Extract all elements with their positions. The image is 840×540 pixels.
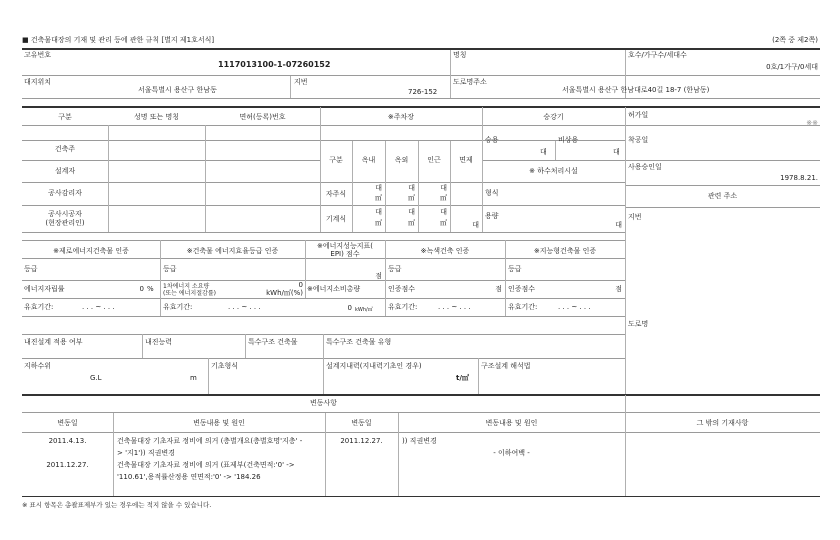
related-road-label: 도로명 bbox=[628, 320, 649, 328]
unit-dae: 대 bbox=[408, 208, 415, 216]
people-col-type: 구분 bbox=[58, 113, 72, 121]
divider bbox=[22, 432, 820, 433]
zero-validity-value: . . . ~ . . . bbox=[82, 303, 115, 311]
smart-validity-label: 유효기간: bbox=[508, 303, 538, 311]
top-border bbox=[22, 48, 820, 50]
people-row-site-manager: (현장관리인) bbox=[45, 219, 85, 227]
epi-score-label-2: EPI) 점수 bbox=[330, 250, 360, 258]
seismic-capacity-label: 내진능력 bbox=[145, 338, 173, 346]
green-cert: ※녹색건축 인증 bbox=[420, 247, 470, 255]
start-date-label: 착공일 bbox=[628, 136, 649, 144]
seismic-design-label: 내진설계 적용 여부 bbox=[24, 338, 83, 346]
approval-date-label: 사용승인일 bbox=[628, 163, 662, 171]
divider bbox=[22, 75, 820, 76]
lot-value: 726-152 bbox=[408, 88, 438, 96]
sewage-unit: 대 bbox=[615, 221, 622, 229]
smart-grade-label: 등급 bbox=[508, 265, 522, 273]
divider bbox=[108, 125, 109, 232]
parking-title: ※주차장 bbox=[387, 113, 415, 121]
unit-area: ㎡ bbox=[375, 194, 382, 202]
change-date: 2011.4.13. bbox=[48, 437, 87, 445]
groundwater-label: 지하수위 bbox=[24, 362, 52, 370]
epi-score-label-1: ※에너지성능지표( bbox=[317, 242, 373, 250]
parking-row-mech: 기계식 bbox=[325, 215, 347, 223]
special-structure-type-label: 특수구조 건축물 유형 bbox=[326, 338, 392, 346]
unit-area: ㎡ bbox=[440, 194, 447, 202]
bearing-unit: t/㎡ bbox=[456, 374, 469, 382]
bearing-label: 설계지내력(지내력기초인 경우) bbox=[326, 362, 422, 370]
unit-dae: 대 bbox=[375, 208, 382, 216]
unit-dae: 대 bbox=[440, 184, 447, 192]
location-value: 서울특별시 용산구 한남동 bbox=[138, 86, 217, 94]
divider bbox=[450, 141, 451, 232]
people-row-contractor: 공사시공자 bbox=[48, 210, 82, 218]
elevator-unit: 대 bbox=[540, 148, 547, 156]
divider bbox=[245, 334, 246, 358]
divider bbox=[22, 394, 820, 396]
green-score-label: 인증점수 bbox=[388, 285, 416, 293]
zero-validity-label: 유효기간: bbox=[24, 303, 54, 311]
location-label: 대지위치 bbox=[24, 78, 52, 86]
changes-bottom-border bbox=[22, 496, 820, 497]
consumption-value: 0 bbox=[347, 304, 352, 312]
primary-energy-unit: kWh/㎡(%) bbox=[266, 289, 303, 297]
primary-energy-value: 0 bbox=[298, 281, 303, 289]
permit-date-label: 허가일 bbox=[628, 111, 649, 119]
change-content-line: > '지1')) 직권변경 bbox=[117, 449, 175, 457]
related-lot-label: 지번 bbox=[628, 213, 642, 221]
divider bbox=[22, 316, 625, 317]
smart-cert: ※지능형건축물 인증 bbox=[533, 247, 597, 255]
structure-analysis-label: 구조설계 해석법 bbox=[481, 362, 531, 370]
zero-energy-cert: ※제로에너지건축물 인증 bbox=[53, 247, 129, 255]
road-value: 서울특별시 용산구 한남대로40길 18-7 (한남동) bbox=[562, 86, 710, 94]
change-date: 2011.12.27. bbox=[46, 461, 89, 469]
elevator-unit: 대 bbox=[613, 148, 620, 156]
divider bbox=[142, 334, 143, 358]
green-grade-label: 등급 bbox=[388, 265, 402, 273]
divider bbox=[22, 412, 820, 413]
energy-validity-value: . . . ~ . . . bbox=[228, 303, 261, 311]
self-rate-label: 에너지자립률 bbox=[24, 285, 65, 293]
smart-score-label: 인증점수 bbox=[508, 285, 536, 293]
unit-area: ㎡ bbox=[408, 194, 415, 202]
people-col-name: 성명 또는 명칭 bbox=[133, 113, 180, 121]
green-point-unit: 점 bbox=[495, 285, 502, 293]
changes-col-other: 그 밖의 기재사항 bbox=[696, 419, 749, 427]
law-title: ■ 건축물대장의 기재 및 관리 등에 관한 규칙 [별지 제1호서식] bbox=[22, 36, 215, 44]
unit-area: ㎡ bbox=[408, 219, 415, 227]
smart-validity-value: . . . ~ . . . bbox=[558, 303, 591, 311]
road-label: 도로명주소 bbox=[453, 78, 487, 86]
divider bbox=[22, 182, 625, 183]
self-rate-percent: % bbox=[147, 285, 154, 293]
people-row-owner: 건축주 bbox=[54, 145, 76, 153]
unique-no: 1117013100-1-07260152 bbox=[218, 60, 331, 69]
elevator-emergency: 비상용 bbox=[558, 136, 579, 144]
smart-point-unit: 점 bbox=[615, 285, 622, 293]
divider bbox=[320, 107, 321, 232]
unit-dae: 대 bbox=[408, 184, 415, 192]
divider bbox=[22, 106, 820, 108]
people-col-license: 면허(등록)번호 bbox=[239, 113, 286, 121]
related-address-label: 관련 주소 bbox=[707, 192, 738, 200]
divider bbox=[323, 334, 324, 394]
units-value: 0호/1가구/0세대 bbox=[766, 63, 818, 71]
change-content-line: '110.61',용적률산정용 연면적:'0' -> '184.26 bbox=[117, 473, 261, 481]
divider bbox=[625, 395, 626, 496]
end-of-entries: - 이하여백 - bbox=[493, 449, 530, 457]
epi-point-unit: 점 bbox=[375, 272, 382, 280]
divider bbox=[22, 205, 625, 206]
parking-col-indoor: 옥내 bbox=[361, 156, 376, 164]
changes-col-content-2: 변동내용 및 원인 bbox=[485, 419, 538, 427]
primary-energy-label-1: 1차에너지 소요량 bbox=[163, 283, 210, 290]
sewage-type: 형식 bbox=[485, 189, 499, 197]
divider bbox=[22, 125, 820, 126]
changes-col-date: 변동일 bbox=[57, 419, 78, 427]
divider bbox=[22, 98, 820, 99]
unique-no-label: 고유번호 bbox=[24, 51, 52, 59]
changes-col-date-2: 변동일 bbox=[351, 419, 372, 427]
changes-col-content: 변동내용 및 원인 bbox=[193, 419, 245, 427]
divider bbox=[22, 298, 625, 299]
divider bbox=[22, 240, 625, 241]
divider bbox=[22, 160, 320, 161]
divider bbox=[22, 232, 625, 233]
green-validity-label: 유효기간: bbox=[388, 303, 418, 311]
parking-row-self: 자주식 bbox=[325, 190, 347, 198]
special-structure-label: 특수구조 건축물 bbox=[248, 338, 298, 346]
divider bbox=[290, 76, 291, 98]
consumption-unit: kWh/㎡ bbox=[355, 307, 373, 313]
change-content-line: 건축물대장 기초자료 정비에 의거 (표제부(건축면적:'0' -> bbox=[117, 461, 295, 469]
divider bbox=[482, 160, 820, 161]
sewage-label: ※ 하수처리시설 bbox=[529, 167, 578, 175]
energy-grade-cert: ※건축물 에너지효율등급 인증 bbox=[186, 247, 279, 255]
self-rate-value: 0 bbox=[139, 285, 144, 293]
footnote: ※ 표시 항목은 총괄표제부가 있는 경우에는 적지 않을 수 있습니다. bbox=[22, 501, 212, 509]
sewage-capacity: 용량 bbox=[485, 212, 499, 220]
permit-date-value: ※※ bbox=[806, 119, 818, 127]
unit-dae: 대 bbox=[440, 208, 447, 216]
groundwater-gl: G.L bbox=[90, 374, 102, 382]
change-content-line: 건축물대장 기초자료 정비에 의거 (층별개요(층별호명'지층' - bbox=[117, 437, 303, 445]
unit-dae: 대 bbox=[375, 184, 382, 192]
energy-grade-label: 등급 bbox=[163, 265, 177, 273]
divider bbox=[625, 107, 626, 394]
divider bbox=[205, 125, 206, 232]
foundation-label: 기초형식 bbox=[211, 362, 239, 370]
people-row-supervisor: 공사감리자 bbox=[48, 189, 82, 197]
parking-col-nearby: 인근 bbox=[427, 156, 441, 164]
change-date-2: 2011.12.27. bbox=[340, 437, 383, 445]
elevator-passenger: 승용 bbox=[485, 136, 499, 144]
elevator-title: 승강기 bbox=[543, 113, 564, 121]
divider bbox=[450, 50, 451, 98]
divider bbox=[22, 140, 625, 141]
parking-col-outdoor: 옥외 bbox=[394, 156, 409, 164]
change-content-line-2: )) 직권변경 bbox=[402, 437, 437, 445]
green-validity-value: . . . ~ . . . bbox=[438, 303, 471, 311]
zero-grade-label: 등급 bbox=[24, 265, 38, 273]
unit-area: ㎡ bbox=[375, 219, 382, 227]
divider bbox=[625, 185, 820, 186]
changes-title: 변동사항 bbox=[309, 399, 338, 407]
divider bbox=[478, 358, 479, 394]
divider bbox=[625, 207, 820, 208]
parking-col-exempt: 면제 bbox=[459, 156, 473, 164]
approval-date-value: 1978.8.21. bbox=[780, 174, 818, 182]
name-label: 명칭 bbox=[453, 51, 467, 59]
divider bbox=[555, 141, 556, 160]
units-label: 호수/가구수/세대수 bbox=[628, 51, 687, 59]
groundwater-meter: m bbox=[190, 374, 197, 382]
parking-col-type: 구분 bbox=[329, 156, 343, 164]
unit-dae: 대 bbox=[472, 221, 479, 229]
people-row-designer: 설계자 bbox=[54, 167, 76, 175]
divider bbox=[208, 358, 209, 394]
unit-area: ㎡ bbox=[440, 219, 447, 227]
energy-validity-label: 유효기간: bbox=[163, 303, 193, 311]
lot-label: 지번 bbox=[294, 78, 308, 86]
energy-consumption-label: ※에너지소비총량 bbox=[307, 285, 361, 293]
primary-energy-label-2: (또는 에너지절감률) bbox=[163, 290, 216, 297]
page-info: (2쪽 중 제2쪽) bbox=[772, 36, 818, 44]
